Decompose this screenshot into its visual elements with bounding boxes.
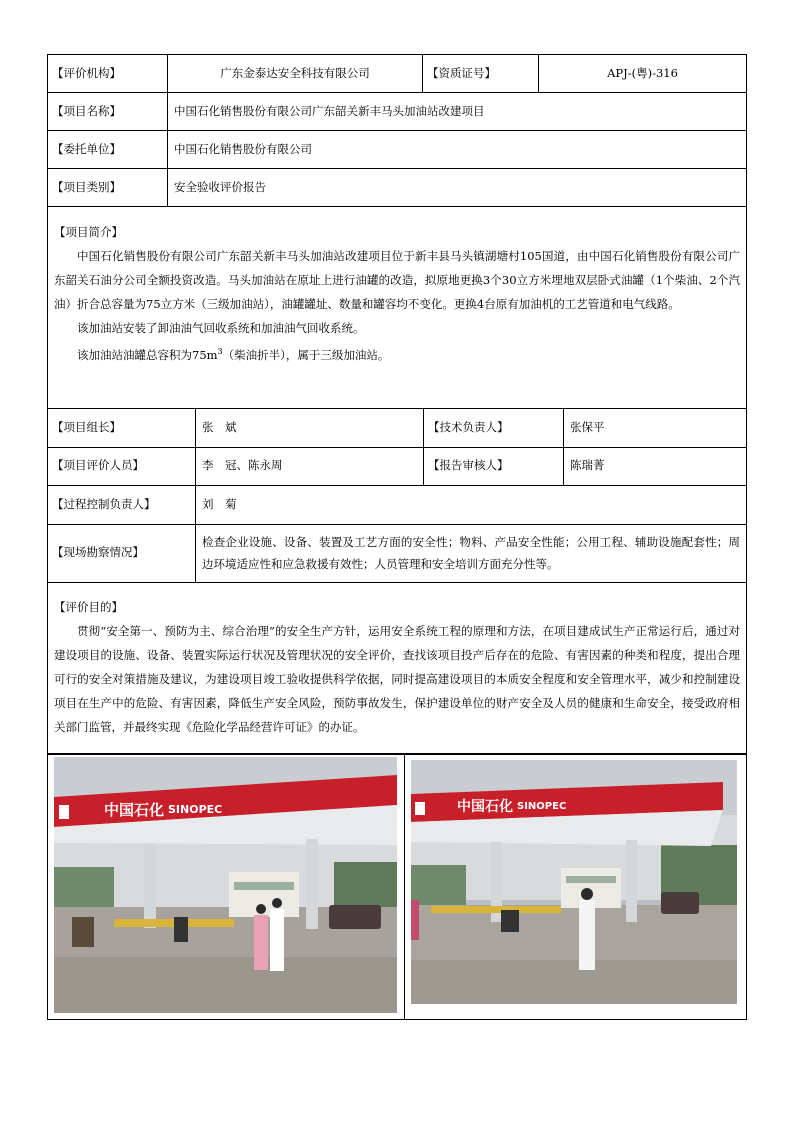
- leader-label: 【项目组长】: [48, 408, 196, 447]
- reviewer-value: 陈瑞菁: [564, 447, 747, 485]
- tech-label: 【技术负责人】: [424, 408, 564, 447]
- purpose-paragraph: 贯彻“安全第一、预防为主、综合治理”的安全生产方针，运用安全系统工程的原理和方法，在项目建成试生产正常运行后，通过对建设项目的设施、设备、装置实际运行状况及管理状况的安全评价，查找该项目投产后存在的危险、有害因素的种类和程度，提出合理可行的安全对策措施及建议，为建设项目竣工验收提供科学依据，同时提高建设项目的本质安全程度和安全管理水平，减少和控制建设项目在生产中的危险、有害因素，降低生产安全风险，预防事故发生，保护建设单位的财产安全及人员的健康和生命安全，接受政府相关部门监管，并最终实现《危险化学品经营许可证》的办证。: [54, 623, 740, 734]
- intro-heading: 【项目简介】: [54, 225, 123, 239]
- tank-volume-suffix: （柴油折半），属于三级加油站。: [222, 347, 390, 362]
- org-value: 广东金泰达安全科技有限公司: [168, 55, 423, 93]
- canopy-cn-left: 中国石化: [104, 801, 165, 820]
- cert-label: 【资质证号】: [423, 55, 539, 93]
- purpose-cell: [48, 582, 747, 754]
- team-table: [47, 408, 747, 755]
- canopy-en-right: SINOPEC: [517, 801, 567, 813]
- canopy-en-left: SINOPEC: [168, 803, 223, 817]
- site-label: 【现场勘察情况】: [48, 524, 196, 582]
- category-value: 安全验收评价报告: [168, 169, 747, 207]
- cubic-superscript: 3: [217, 347, 223, 356]
- site-value: 检查企业设施、设备、装置及工艺方面的安全性；物料、产品安全性能；公用工程、辅助设施配套性；周边环境适应性和应急救援有效性；人员管理和安全培训方面充分性等。: [196, 524, 747, 582]
- photo-table: [47, 753, 747, 1020]
- control-label: 【过程控制负责人】: [48, 485, 196, 524]
- canopy-cn-right: 中国石化: [457, 799, 513, 816]
- intro-paragraph-1: 中国石化销售股份有限公司广东韶关新丰马头加油站改建项目位于新丰县马头镇湖塘村105国道，由中国石化销售股份有限公司广东韶关石油分公司全额投资改造。马头加油站在原址上进行油罐的改造，拟原地更换3个30立方米埋地双层卧式油罐（1个柴油、2个汽油）折合总容量为75立方米（三级加油站），油罐罐址、数量和罐容均不变化。更换4台原有加油机的工艺管道和电气线路。: [54, 249, 740, 311]
- intro-cell: [48, 207, 747, 409]
- reviewer-label: 【报告审核人】: [424, 447, 564, 485]
- tech-value: 张保平: [564, 408, 747, 447]
- staff-label: 【项目评价人员】: [48, 447, 196, 485]
- category-label: 【项目类别】: [48, 169, 168, 207]
- station-photo-left: [54, 757, 397, 1013]
- intro-paragraph-2: 该加油站安装了卸油油气回收系统和加油油气回收系统。: [77, 321, 365, 335]
- intro-paragraph-3: [54, 340, 740, 367]
- org-label: 【评价机构】: [48, 55, 168, 93]
- info-table: [47, 54, 747, 409]
- project-name-label: 【项目名称】: [48, 93, 168, 131]
- staff-value: 李 冠、陈永周: [196, 447, 424, 485]
- photo-cell-right: [405, 754, 747, 1020]
- cert-value: APJ-(粤)-316: [539, 55, 747, 93]
- project-name-value: 中国石化销售股份有限公司广东韶关新丰马头加油站改建项目: [168, 93, 747, 131]
- station-photo-right: [411, 760, 737, 1004]
- client-label: 【委托单位】: [48, 131, 168, 169]
- tank-volume-text: 该加油站油罐总容积为75m: [77, 347, 218, 362]
- photo-cell-left: [48, 754, 405, 1020]
- client-value: 中国石化销售股份有限公司: [168, 131, 747, 169]
- report-page: [47, 54, 746, 1020]
- leader-value: 张 斌: [196, 408, 424, 447]
- control-value: 刘 菊: [196, 485, 747, 524]
- purpose-heading: 【评价目的】: [54, 599, 123, 614]
